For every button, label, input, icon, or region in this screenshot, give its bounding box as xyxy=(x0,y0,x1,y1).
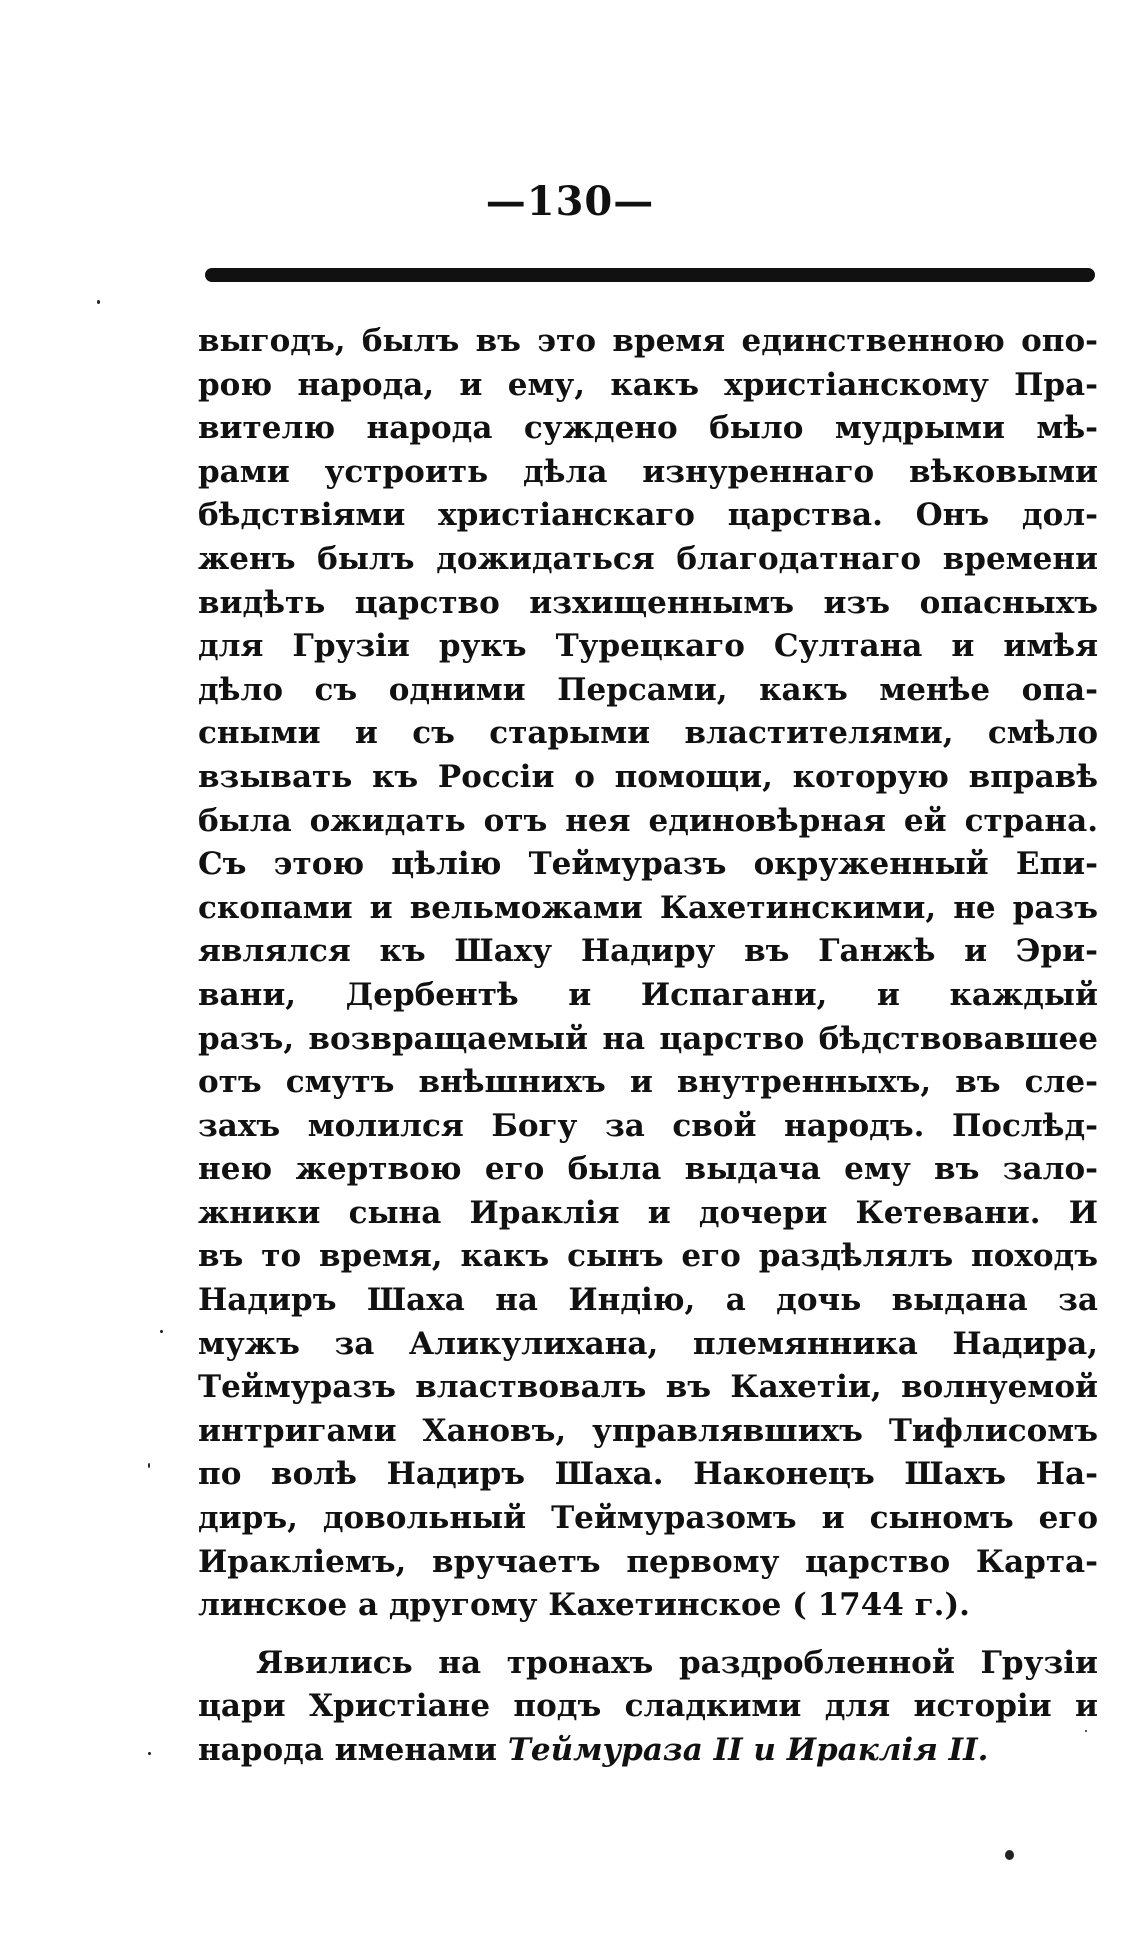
text-line: нею жертвою его была выдача ему въ зало- xyxy=(198,1151,1098,1188)
text-line: для Грузіи рукъ Турецкаго Султана и имѣя xyxy=(198,628,1098,665)
paragraph-1 xyxy=(198,320,1098,1628)
text-line: жники сына Ираклія и дочери Кетевани. И xyxy=(198,1194,1098,1231)
text-line: разъ, возвращаемый на царство бѣдствовавшее xyxy=(198,1020,1098,1057)
text-line: линское а другому Кахетинское ( 1744 г.). xyxy=(198,1587,970,1624)
page-number: —130— xyxy=(485,178,655,225)
text-line: видѣть царство изхищеннымъ изъ опасныхъ xyxy=(198,584,1098,621)
text-line: вани, Дербентѣ и Испагани, и каждый xyxy=(198,976,1098,1013)
text-line: скопами и вельможами Кахетинскими, не разъ xyxy=(198,889,1098,926)
text-line: Теймуразъ властвовалъ въ Кахетіи, волнуемой xyxy=(198,1369,1098,1406)
print-speck xyxy=(160,1330,163,1333)
print-speck xyxy=(1005,1850,1014,1860)
text-line: Явились на тронахъ раздробленной Грузіи xyxy=(256,1644,1098,1681)
print-speck xyxy=(148,1463,150,1468)
body-text xyxy=(198,320,1098,1773)
text-line: мужъ за Аликулихана, племянника Надира, xyxy=(198,1325,1098,1362)
text-line: бѣдствіями христіанскаго царства. Онъ дол- xyxy=(198,497,1098,534)
text-line: выгодъ, былъ въ это время единственною опо- xyxy=(198,323,1098,359)
print-speck xyxy=(1085,1730,1087,1732)
paragraph-2 xyxy=(198,1642,1098,1773)
text-line-final xyxy=(198,1729,1098,1773)
text-line: дѣло съ одними Персами, какъ менѣе опа- xyxy=(198,671,1098,708)
print-speck xyxy=(148,1752,151,1755)
header-rule xyxy=(205,268,1095,282)
text-line: сными и съ старыми властителями, смѣло xyxy=(198,715,1098,752)
text-line: захъ молился Богу за свой народъ. Послѣд- xyxy=(198,1107,1098,1144)
text-line: вителю народа суждено было мудрыми мѣ- xyxy=(198,410,1098,447)
text-line: цари Христіане подъ сладкими для исторіи и xyxy=(198,1688,1098,1725)
text-line: интригами Хановъ, управлявшихъ Тифлисомъ xyxy=(198,1412,1098,1449)
text-line: диръ, довольный Теймуразомъ и сыномъ его xyxy=(198,1500,1098,1537)
text-line: Иракліемъ, вручаетъ первому царство Карта- xyxy=(198,1543,1098,1580)
final-line-prefix: народа именами xyxy=(198,1732,508,1768)
text-line: въ то время, какъ сынъ его раздѣлялъ походъ xyxy=(198,1238,1098,1275)
text-line: рою народа, и ему, какъ христіанскому Пра- xyxy=(198,366,1098,403)
text-line: Надиръ Шаха на Индію, а дочь выдана за xyxy=(198,1282,1098,1319)
text-line: отъ смутъ внѣшнихъ и внутренныхъ, въ сле- xyxy=(198,1064,1098,1101)
text-line: являлся къ Шаху Надиру въ Ганжѣ и Эри- xyxy=(198,933,1098,970)
text-line: Съ этою цѣлію Теймуразъ окруженный Епи- xyxy=(198,846,1098,883)
text-line: была ожидать отъ нея единовѣрная ей страна. xyxy=(198,802,1098,839)
text-line: взывать къ Россіи о помощи, которую вправѣ xyxy=(198,758,1098,795)
paragraph-gap xyxy=(198,1628,1098,1642)
text-line: рами устроить дѣла изнуреннаго вѣковыми xyxy=(198,453,1098,490)
print-speck xyxy=(97,300,100,304)
text-line: женъ былъ дожидаться благодатнаго времени xyxy=(198,540,1098,577)
text-line: по волѣ Надиръ Шаха. Наконецъ Шахъ На- xyxy=(198,1456,1098,1493)
final-line-italic-names: Теймураза II и Ираклія II. xyxy=(507,1732,989,1768)
